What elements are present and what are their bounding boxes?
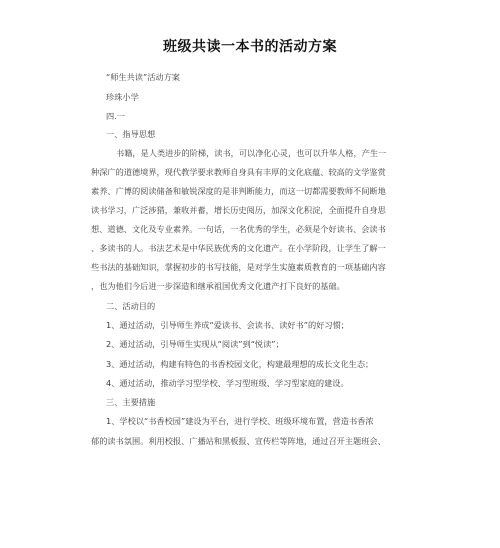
paragraph-line: 读书学习，广泛涉猎，兼收并蓄，增长历史阅历，加深文化积淀，全面提升自身思	[91, 205, 386, 215]
paragraph-line: 素养、广博的阅读储备和敏锐深度的是非判断能力，而这一切都需要教师不间断地	[91, 186, 386, 196]
paragraph-line: 、多读书的人。书法艺术是中华民族优秀的文化遗产。在小学阶段，让学生了解一	[91, 243, 386, 253]
paragraph-line: 些书法的基础知识，掌握初步的书写技能，是对学生实施素质教育的一项基础内容	[91, 262, 386, 272]
section-heading-guiding-idea: 一、指导思想	[106, 129, 156, 139]
paragraph-line: 郁的读书氛围。利用校报、广播站和黑板报、宣传栏等阵地，通过召开主题班会、	[91, 436, 386, 446]
paragraph-line: 书籍，是人类进步的阶梯，读书，可以净化心灵，也可以升华人格，产生一	[116, 148, 387, 158]
paragraph-line: 想、道德、文化及专业素养。一句话，一名优秀的学生，必须是个好读书、会读书	[91, 224, 386, 234]
activity-plan-heading: “师生共读”活动方案	[106, 72, 180, 82]
section-heading-measures: 三、主要措施	[106, 397, 156, 407]
date-text: 四.一	[106, 111, 125, 121]
paragraph-line: ，也为他们今后进一步深造和继承祖国优秀文化遗产打下良好的基础。	[91, 281, 345, 291]
list-item: 1、通过活动，引导师生养成“爱读书、会读书、读好书”的好习惯；	[106, 320, 349, 330]
list-item: 4、通过活动，推动学习型学校、学习型班级、学习型家庭的建设。	[106, 378, 349, 388]
list-item: 3、通过活动，构建有特色的书香校园文化，构建最理想的成长文化生态；	[106, 359, 374, 369]
paragraph-line: 1、学校以“书香校园”建设为平台，进行学校、班级环境布置，营造书香浓	[106, 416, 374, 426]
paragraph-line: 种深广的道德境界，现代教学要求教师自身具有丰厚的文化底蕴、较高的文学鉴赏	[91, 167, 386, 177]
school-name: 珍珠小学	[106, 92, 139, 102]
document-title: 班级共读一本书的活动方案	[163, 39, 337, 55]
section-heading-purpose: 二、活动目的	[106, 301, 156, 311]
list-item: 2、通过活动，引导师生实现从“阅读”到“悦读”；	[106, 339, 284, 349]
